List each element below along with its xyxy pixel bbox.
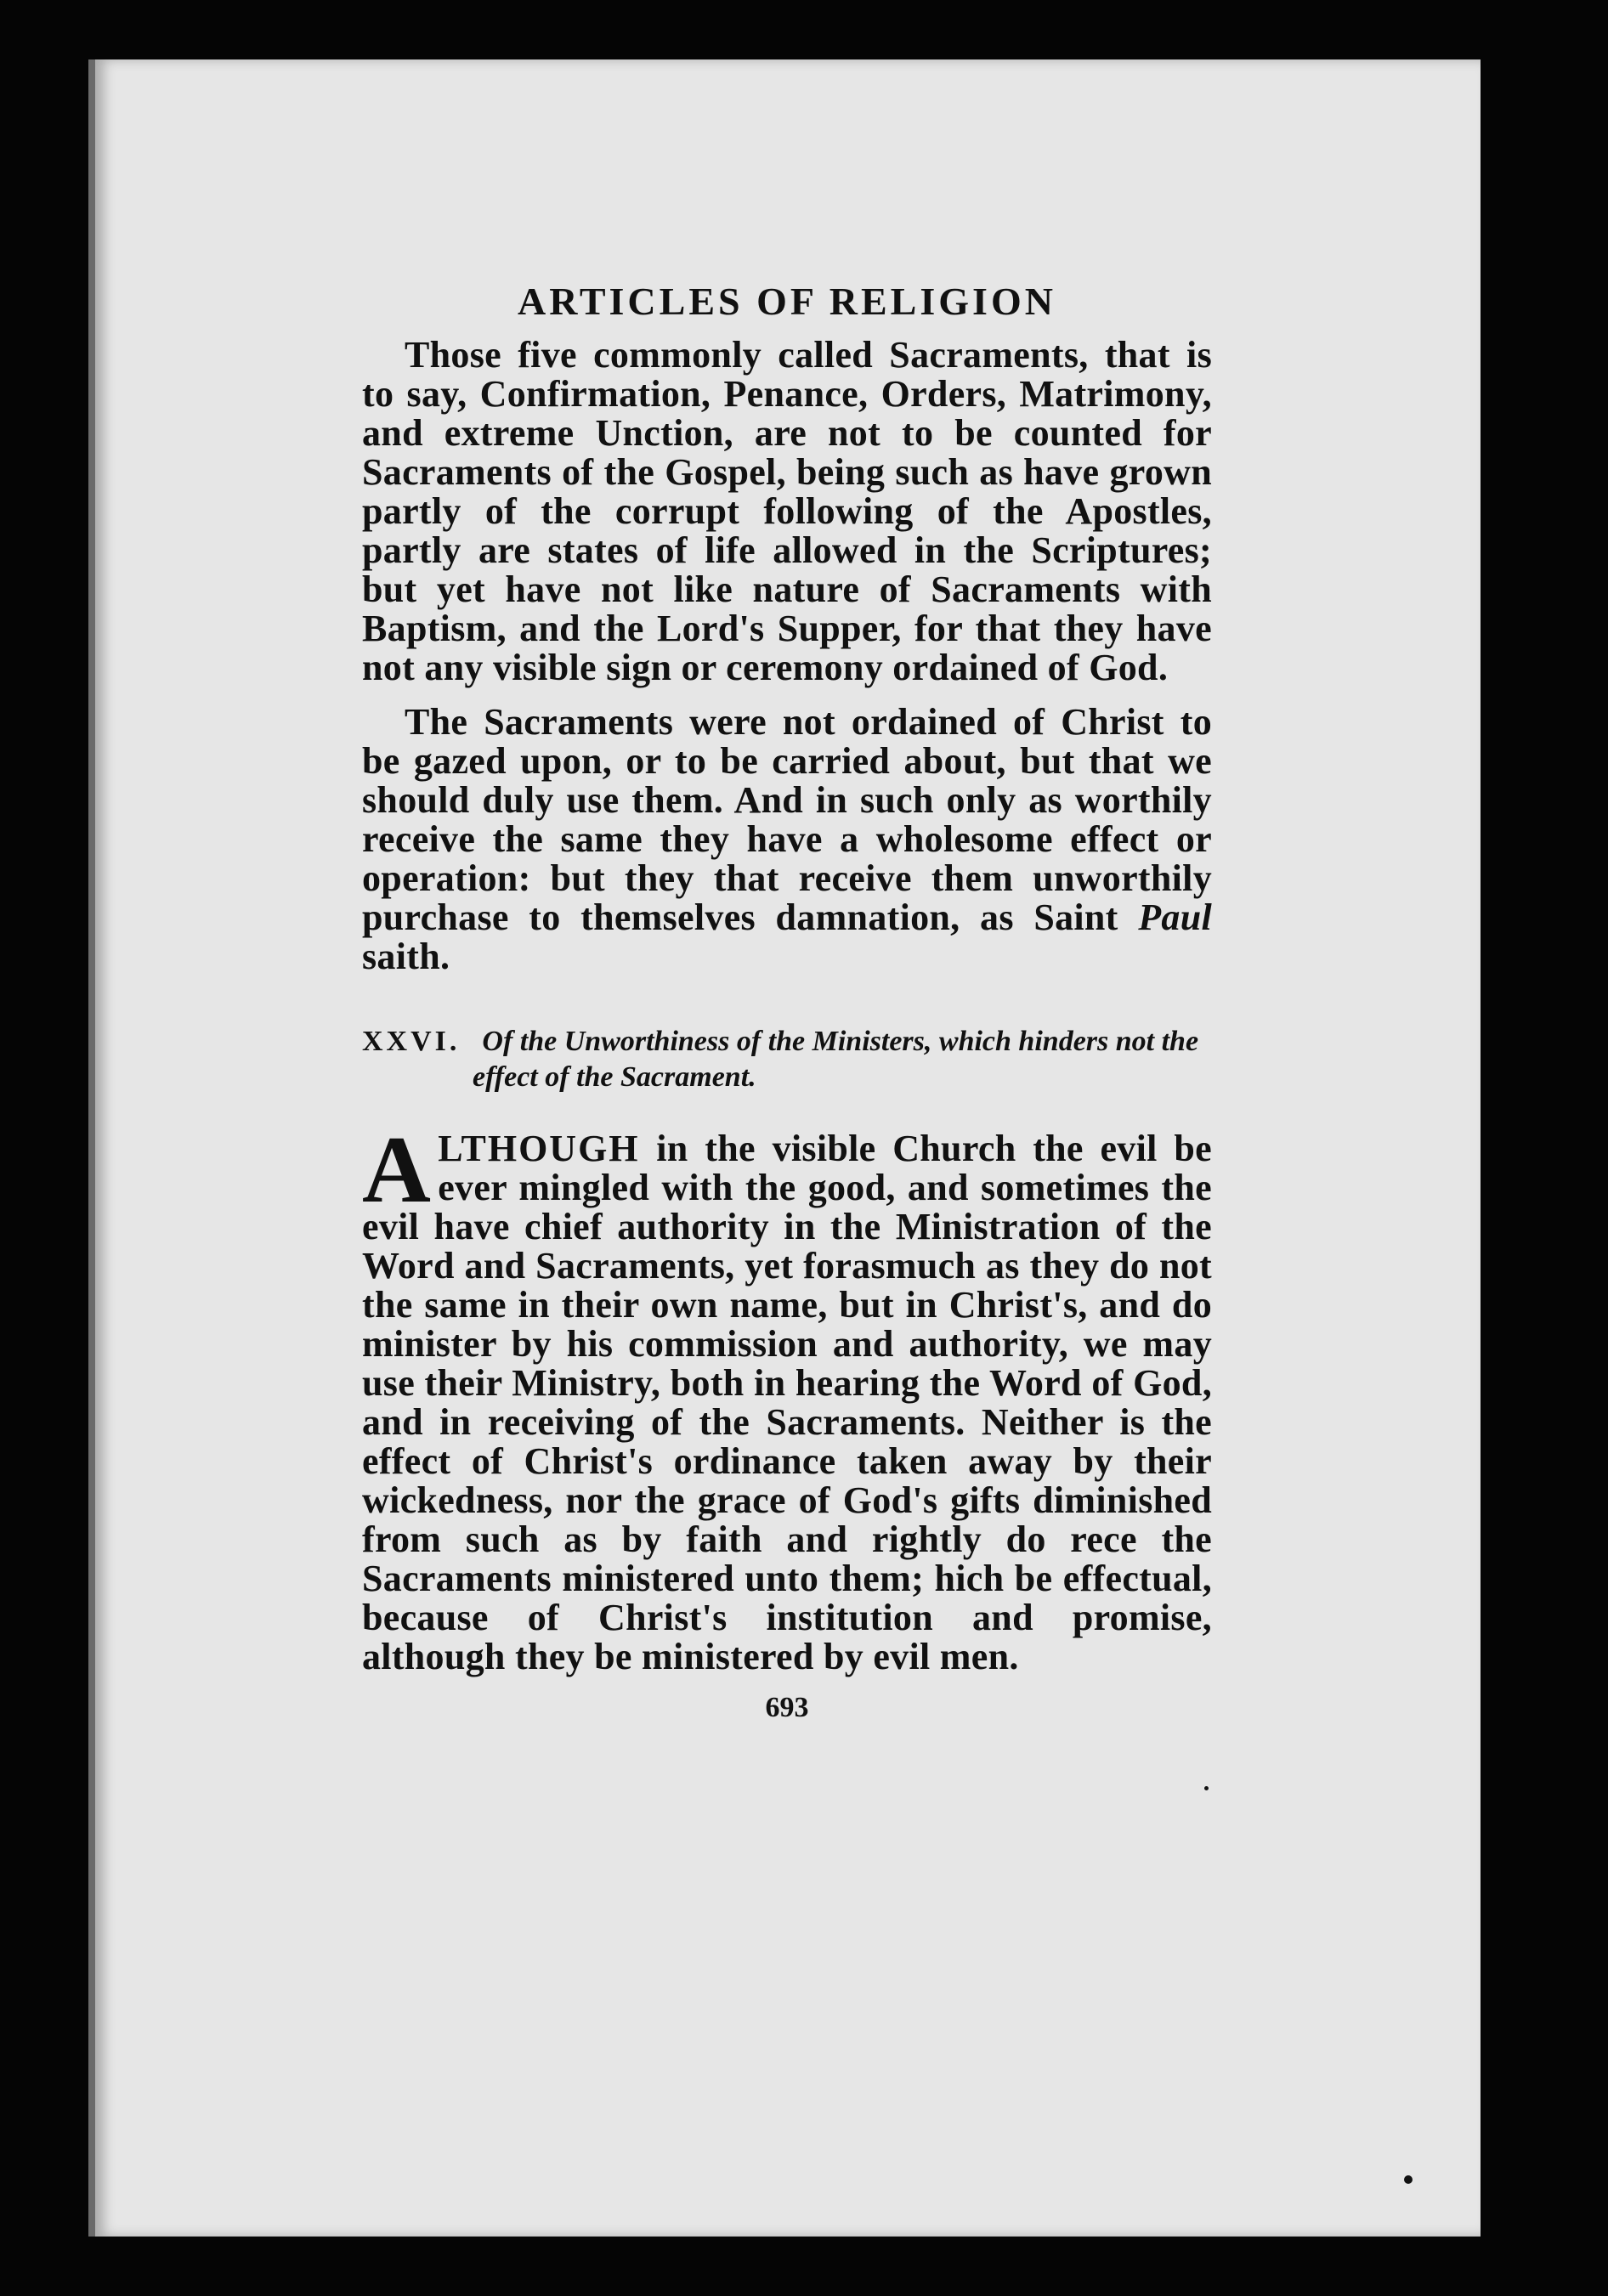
article-heading bbox=[362, 1024, 1212, 1095]
paragraph-text: The Sacraments were not ordained of Christ to be gazed upon, or to be carried about, but that we should duly use them. And in such only as worthily receive the same they have a wholesome effect or operation: but they that receive them unworthily purchase to themselves damnation, as Saint bbox=[362, 701, 1212, 938]
first-word: LTHOUGH bbox=[438, 1128, 640, 1169]
page-number: 693 bbox=[765, 1692, 809, 1723]
italic-name: Paul bbox=[1138, 896, 1212, 938]
paragraph-use-of-sacraments bbox=[362, 703, 1212, 976]
paragraph-sacraments: Those five commonly called Sacraments, that is to say, Confirmation, Penance, Orders, Matrimony, and extreme Unction, are not to be counted for Sacraments of the Gospel, being such as have grown partly of the corrupt following of the Apostles, partly are states of life allowed in the Scriptures; but yet have not like nature of Sacraments with Baptism, and the Lord's Supper, for that they have not any visible sign or ceremony ordained of God. bbox=[362, 334, 1212, 688]
article-text: in the visible Church the evil be ever mingled with the good, and sometimes the evil have chief authority in the Ministration of the Word and Sacraments, yet forasmuch as they do not the same in their own name, but in Christ's, and do minister by his commission and authority, we may use their Ministry, both in hearing the Word of God, and in receiving of the Sacraments. Neither is the effect of Christ's ordinance taken away by their wickedness, nor the grace of God's gifts diminished from such as by faith and rightly do rece the Sacraments ministered unto them; hich be effectual, because of Christ's institution and promise, although they be ministered by evil men. bbox=[362, 1128, 1212, 1677]
running-head: ARTICLES OF RELIGION bbox=[518, 280, 1056, 323]
article-title: Of the Unworthiness of the Ministers, which hinders not the effect of the Sacrament. bbox=[473, 1026, 1199, 1093]
book-page bbox=[88, 59, 1481, 2237]
paragraph-end: saith. bbox=[362, 936, 450, 977]
article-body bbox=[362, 1117, 1212, 1677]
text-block bbox=[362, 279, 1212, 1724]
speck bbox=[1204, 1786, 1209, 1790]
drop-cap: A bbox=[362, 1117, 432, 1223]
article-number: XXVI. bbox=[362, 1026, 461, 1057]
speck bbox=[1404, 2175, 1413, 2184]
